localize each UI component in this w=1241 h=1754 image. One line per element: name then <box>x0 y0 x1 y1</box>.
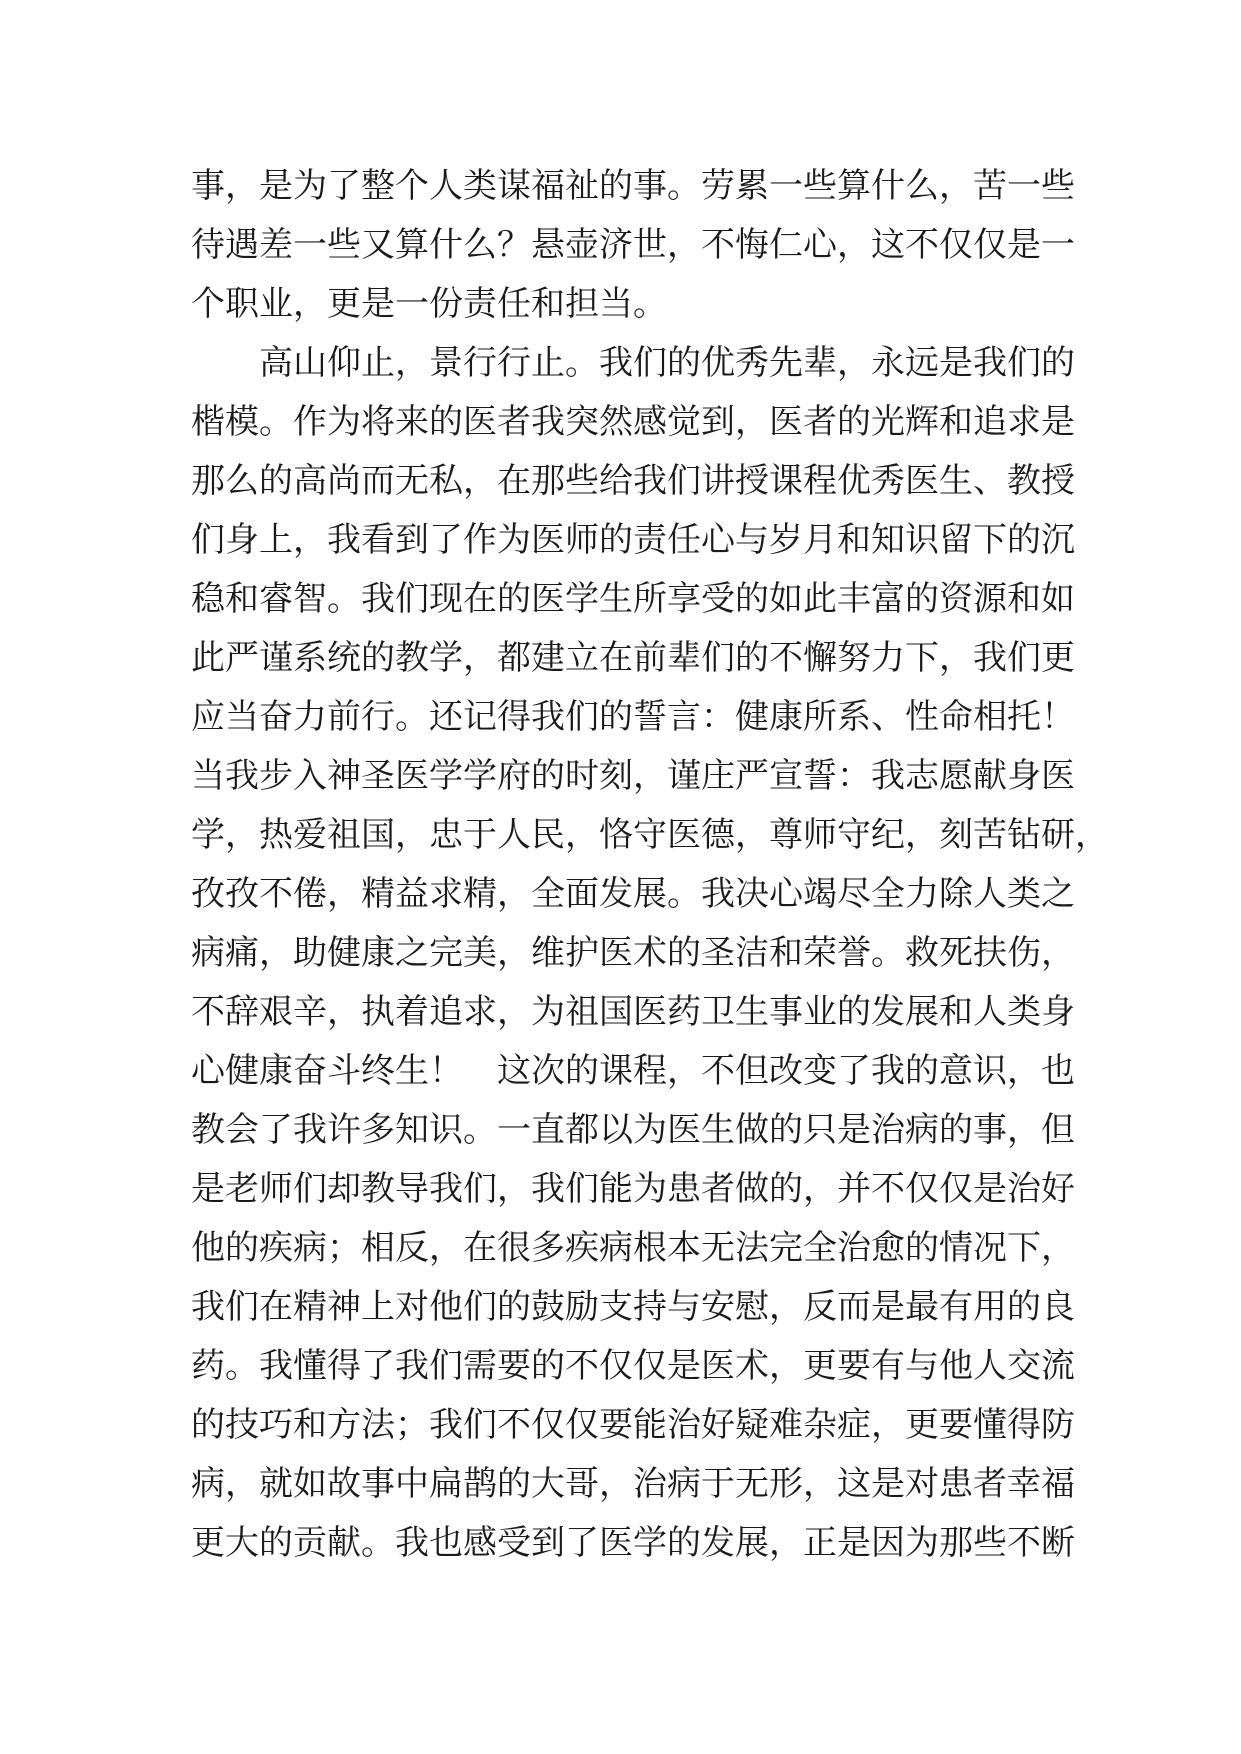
text-line: 心健康奋斗终生！ 这次的课程，不但改变了我的意识，也 <box>191 1051 1075 1091</box>
text-line: 不辞艰辛，执着追求，为祖国医药卫生事业的发展和人类身 <box>191 992 1075 1032</box>
text-line: 孜孜不倦，精益求精，全面发展。我决心竭尽全力除人类之 <box>191 874 1075 914</box>
text-line: 此严谨系统的教学，都建立在前辈们的不懈努力下，我们更 <box>191 638 1075 678</box>
text-line: 当我步入神圣医学学府的时刻，谨庄严宣誓：我志愿献身医 <box>191 756 1075 796</box>
text-line: 高山仰止，景行行止。我们的优秀先辈，永远是我们的 <box>191 343 1075 383</box>
text-line: 教会了我许多知识。一直都以为医生做的只是治病的事，但 <box>191 1110 1075 1150</box>
text-line: 待遇差一些又算什么？悬壶济世，不悔仁心，这不仅仅是一 <box>191 225 1075 265</box>
text-line: 那么的高尚而无私，在那些给我们讲授课程优秀医生、教授 <box>191 461 1075 501</box>
text-line: 事，是为了整个人类谋福祉的事。劳累一些算什么，苦一些 <box>191 166 1075 206</box>
text-line: 我们在精神上对他们的鼓励支持与安慰，反而是最有用的良 <box>191 1287 1075 1327</box>
text-line: 楷模。作为将来的医者我突然感觉到，医者的光辉和追求是 <box>191 402 1075 442</box>
text-line: 病，就如故事中扁鹊的大哥，治病于无形，这是对患者幸福 <box>191 1464 1075 1504</box>
text-line: 药。我懂得了我们需要的不仅仅是医术，更要有与他人交流 <box>191 1346 1075 1386</box>
text-line: 病痛，助健康之完美，维护医术的圣洁和荣誉。救死扶伤， <box>191 933 1075 973</box>
text-line: 应当奋力前行。还记得我们的誓言：健康所系、性命相托！ <box>191 697 1075 737</box>
text-line: 更大的贡献。我也感受到了医学的发展，正是因为那些不断 <box>191 1523 1075 1563</box>
text-line: 的技巧和方法；我们不仅仅要能治好疑难杂症，更要懂得防 <box>191 1405 1075 1445</box>
body-text <box>191 157 1109 1573</box>
text-line: 稳和睿智。我们现在的医学生所享受的如此丰富的资源和如 <box>191 579 1075 619</box>
text-line: 个职业，更是一份责任和担当。 <box>191 284 667 324</box>
text-line: 学，热爱祖国，忠于人民，恪守医德，尊师守纪，刻苦钻研， <box>191 815 1109 855</box>
text-line: 他的疾病；相反，在很多疾病根本无法完全治愈的情况下， <box>191 1228 1075 1268</box>
text-line: 是老师们却教导我们，我们能为患者做的，并不仅仅是治好 <box>191 1169 1075 1209</box>
text-line: 们身上，我看到了作为医师的责任心与岁月和知识留下的沉 <box>191 520 1075 560</box>
